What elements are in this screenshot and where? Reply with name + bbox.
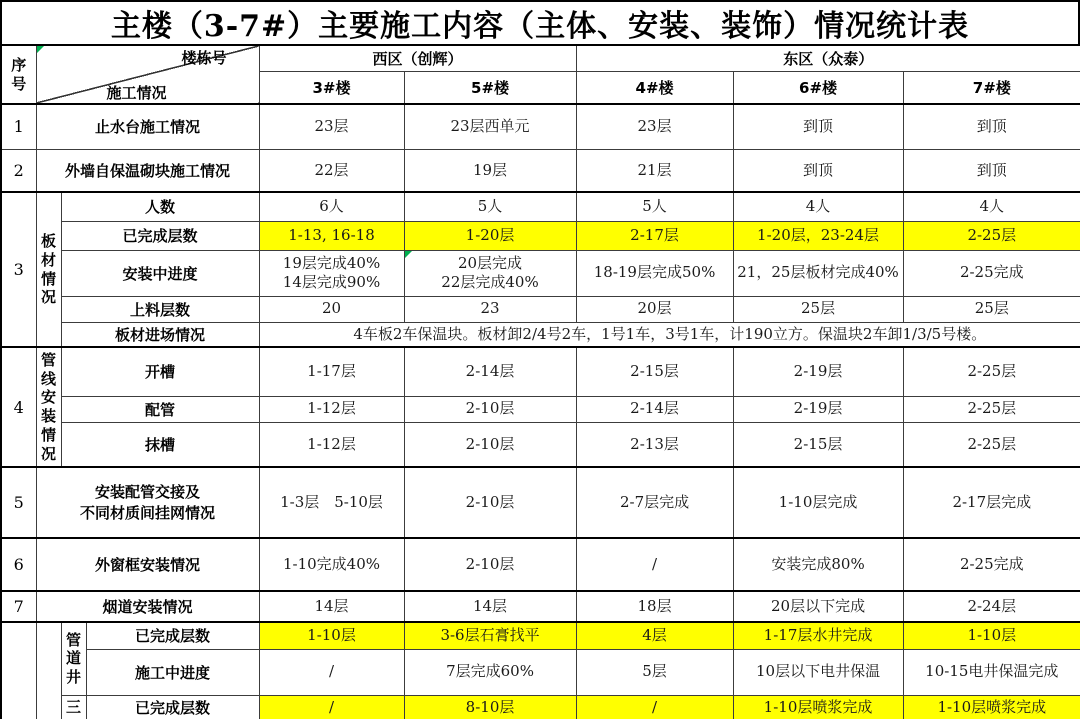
data-cell-highlighted: 1-10层喷浆完成 [733,695,903,719]
seq-header [1,45,36,104]
data-cell: 10-15电井保温完成 [903,649,1080,695]
row-label: 安装配管交接及 不同材质间挂网情况 [36,467,259,538]
building-header: 5#楼 [404,71,576,104]
row-label: 已完成层数 [86,695,259,719]
row-label: 止水台施工情况 [36,104,259,149]
data-cell: 18-19层完成50% [576,250,733,296]
data-cell-highlighted: 2-25层 [903,221,1080,250]
data-cell: 1-10层完成 [733,467,903,538]
data-cell: 20层完成 22层完成40% [404,250,576,296]
seq-number: 4 [1,347,36,467]
data-cell: 2-14层 [576,396,733,422]
table-row [1,347,1080,396]
data-cell: 10层以下电井保温 [733,649,903,695]
data-cell: 2-15层 [733,422,903,467]
data-cell: 5人 [404,192,576,221]
data-cell: 2-10层 [404,396,576,422]
row-label: 板材进场情况 [61,322,259,347]
data-cell: 2-19层 [733,347,903,396]
building-header: 6#楼 [733,71,903,104]
page-title: 主楼（3-7#）主要施工内容（主体、安装、装饰）情况统计表 [0,0,1080,44]
data-cell: 2-10层 [404,538,576,591]
data-cell: 19层完成40% 14层完成90% [259,250,404,296]
seq-number: 7 [1,591,36,622]
table-row [1,591,1080,622]
data-cell-highlighted: 1-10层 [259,622,404,649]
data-cell: 2-14层 [404,347,576,396]
row-label: 外墙自保温砌块施工情况 [36,149,259,192]
data-cell: 到顶 [903,104,1080,149]
data-cell: 4人 [733,192,903,221]
row-label: 已完成层数 [86,622,259,649]
data-cell: 2-19层 [733,396,903,422]
data-cell: 1-12层 [259,396,404,422]
data-cell-highlighted: 4层 [576,622,733,649]
row-label: 外窗框安装情况 [36,538,259,591]
building-header: 4#楼 [576,71,733,104]
data-cell: 23层 [259,104,404,149]
data-cell: 2-24层 [903,591,1080,622]
data-cell: 2-7层完成 [576,467,733,538]
empty-cell [1,622,36,719]
table-row [1,250,1080,296]
status-table [0,44,1080,719]
data-cell-highlighted: / [576,695,733,719]
seq-number: 1 [1,104,36,149]
table-row [1,322,1080,347]
table-row [1,104,1080,149]
data-cell-highlighted: 1-20层 [404,221,576,250]
data-cell: 20 [259,296,404,322]
row-label: 抹槽 [61,422,259,467]
excel-error-marker [37,46,44,53]
data-cell: 2-25层 [903,396,1080,422]
data-cell: 到顶 [903,149,1080,192]
building-header: 7#楼 [903,71,1080,104]
data-cell-highlighted: 1-10层 [903,622,1080,649]
data-cell: 2-25层 [903,347,1080,396]
data-cell-merged: 4车板2车保温块。板材卸2/4号2车，1号1车，3号1车，计190立方。保温块2车卸1/3/5号楼。 [259,322,1080,347]
data-cell-highlighted: 1-13, 16-18 [259,221,404,250]
group-label-panel: 板材情况 [36,192,61,347]
data-cell: 2-25完成 [903,538,1080,591]
table-row [1,149,1080,192]
table-row [1,422,1080,467]
data-cell: 1-12层 [259,422,404,467]
data-cell: 2-25层 [903,422,1080,467]
data-cell: 23层西单元 [404,104,576,149]
group-label-pipeline: 管线安装情况 [36,347,61,467]
data-cell: 到顶 [733,104,903,149]
row-label: 开槽 [61,347,259,396]
data-cell: 23层 [576,104,733,149]
seq-number: 5 [1,467,36,538]
data-cell: 25层 [733,296,903,322]
table-row [1,221,1080,250]
table-row [1,622,1080,649]
group-label-three: 三 [61,695,86,719]
data-cell: 2-10层 [404,467,576,538]
data-cell: 2-15层 [576,347,733,396]
data-cell-highlighted: 1-10层喷浆完成 [903,695,1080,719]
data-cell: 20层 [576,296,733,322]
table-row [1,396,1080,422]
data-cell: 14层 [259,591,404,622]
data-cell: 7层完成60% [404,649,576,695]
table-row [1,296,1080,322]
corner-header-cell [36,45,259,104]
group-label-pipe-shaft: 管道井 [61,622,86,695]
corner-bottom-label: 施工情况 [106,84,167,102]
data-cell: 18层 [576,591,733,622]
header-row-regions [1,45,1080,71]
data-cell: 21，25层板材完成40% [733,250,903,296]
row-label: 安装中进度 [61,250,259,296]
table-row [1,538,1080,591]
data-cell: 5人 [576,192,733,221]
table-row [1,467,1080,538]
data-cell: 22层 [259,149,404,192]
seq-number: 3 [1,192,36,347]
data-cell: 1-17层 [259,347,404,396]
row-label: 配管 [61,396,259,422]
data-cell: 1-10完成40% [259,538,404,591]
data-cell: / [259,649,404,695]
seq-number: 6 [1,538,36,591]
data-cell-highlighted: 1-20层，23-24层 [733,221,903,250]
data-cell: 14层 [404,591,576,622]
data-cell: 6人 [259,192,404,221]
seq-number: 2 [1,149,36,192]
building-header: 3#楼 [259,71,404,104]
data-cell: 19层 [404,149,576,192]
corner-top-label: 楼栋号 [181,49,227,67]
data-cell: 2-10层 [404,422,576,467]
data-cell-highlighted: 1-17层水井完成 [733,622,903,649]
data-cell: 1-3层 5-10层 [259,467,404,538]
seq-header-label: 序号 [11,55,27,93]
data-cell: 2-25完成 [903,250,1080,296]
row-label: 施工中进度 [86,649,259,695]
table-row [1,695,1080,719]
data-cell: / [576,538,733,591]
empty-cell [36,622,61,719]
data-cell: 20层以下完成 [733,591,903,622]
row-label: 上料层数 [61,296,259,322]
excel-error-marker [405,251,412,258]
row-label: 人数 [61,192,259,221]
data-cell: 21层 [576,149,733,192]
data-cell: 安装完成80% [733,538,903,591]
data-cell: 5层 [576,649,733,695]
data-cell-highlighted: 2-17层 [576,221,733,250]
data-cell-highlighted: 3-6层石膏找平 [404,622,576,649]
data-cell: 2-17层完成 [903,467,1080,538]
data-cell: 2-13层 [576,422,733,467]
data-cell-highlighted: 8-10层 [404,695,576,719]
data-cell: 到顶 [733,149,903,192]
data-cell-highlighted: / [259,695,404,719]
table-row [1,649,1080,695]
data-cell: 4人 [903,192,1080,221]
data-cell: 25层 [903,296,1080,322]
region-header-west: 西区（创辉） [259,45,576,71]
data-cell: 23 [404,296,576,322]
table-row [1,192,1080,221]
row-label: 烟道安装情况 [36,591,259,622]
region-header-east: 东区（众泰） [576,45,1080,71]
row-label: 已完成层数 [61,221,259,250]
